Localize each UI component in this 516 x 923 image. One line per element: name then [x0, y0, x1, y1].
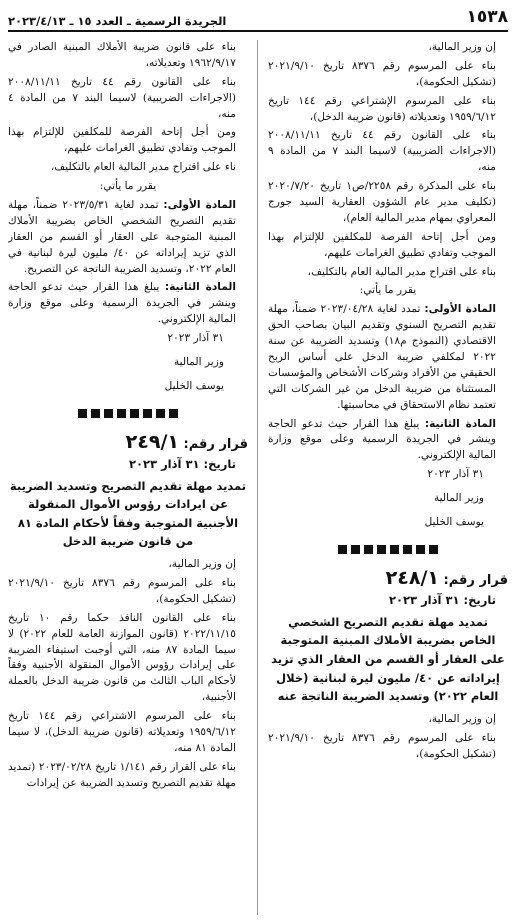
preamble-paragraph: بناء على القرار رقم ١/١٤١ تاريخ ٢٠٢٣/٠٢/٢٨ (تمديد مهلة تقديم التصريح وتسديد الضريبة عن إيرادات — [8, 760, 236, 789]
decision-number: ٢٤٩ — [125, 430, 161, 453]
preamble-paragraph: بناء على القانون النافذ حكما رقم ١٠ تاريخ ٢٠٢٢/١١/١٥ (قانون الموازنة العامة للعام ٢٠٢٢) لا سيما المادة ٨٧ منه، التي أوجبت استيفاء الضريبة على إيرادات رؤوس الأموال المنقولة الأجنبية وفقاً لأحكام الباب الثالث من قانون ضريبة الدخل بالعملة الأجنبية، — [8, 611, 236, 704]
preamble-paragraph: ناء على اقتراح مدير المالية العام بالتكليف، — [50, 161, 236, 174]
preamble-paragraph: إن وزير المالية، — [168, 558, 236, 571]
decision-label: قرار رقم: — [183, 436, 248, 452]
article-one-label: المادة الأولى: — [424, 303, 496, 316]
signature-title: وزير المالية — [173, 356, 224, 369]
article-one-text: تمدد لغاية ٢٠٢٣/٠٤/٢٨ ضمناً، مهلة تقديم التصريح السنوي وتقديم البيان بصاحب الحق الاقتصادي (النموذج م١٨) وتسديد الضريبة عن سنة ٢٠٢٢ لمكلفي ضريبة الدخل على أساس الربح الحقيقي من الأفراد وشركات الأشخاص والمؤسسات المستثناة من ضريبة الدخل من غير الشركات التي تعتمد نظام الاستحقاق في محاسبتها. — [268, 303, 496, 411]
preamble-paragraph: إن وزير المالية، — [428, 41, 496, 53]
decision-label: قرار رقم: — [443, 572, 508, 588]
article-two — [8, 280, 248, 328]
decision-number-suffix: /١ — [420, 566, 439, 589]
preamble-paragraph: بناء على المرسوم الاشتراعي رقم ١٤٤ تاريخ ١٩٥٩/٦/١٢ وتعديلاته (قانون ضريبة الدخل)، لا سيما المادة ٨١ منه، — [8, 710, 236, 754]
article-two-text: يبلغ هذا القرار حيث تدعو الحاجة وينشر في الجريدة الرسمية وعلى موقع وزارة المالية الإلكتروني. — [8, 281, 236, 326]
page-header — [8, 4, 508, 32]
decision-date: تاريخ: ٣١ آذار ٢٠٢٣ — [128, 457, 236, 472]
article-two-text: يبلغ هذا القرار حيث تدعو الحاجة وينشر في الجريدة الرسمية وعلى موقع وزارة المالية الإلكتروني. — [268, 417, 496, 462]
preamble-paragraph: بناء على المرسوم رقم ٨٣٧٦ تاريخ ٢٠٢١/٩/١٠ (تشكيل الحكومة)، — [268, 731, 496, 760]
decides-heading: يقرر ما يأتي: — [359, 284, 417, 297]
decision-number: ٢٤٨ — [385, 566, 421, 589]
decision-number-suffix: /١ — [160, 430, 179, 453]
article-one-label: المادة الأولى: — [163, 199, 236, 212]
signature-date: ٣١ آذار ٢٠٢٣ — [427, 468, 484, 481]
preamble-paragraph: بناء على المرسوم الإشتراعي رقم ١٤٤ تاريخ ١٩٥٩/٦/١٢ وتعديلاته (قانون ضريبة الدخل)، — [268, 94, 496, 123]
preamble-paragraph: بناء على القانون رقم ٤٤ تاريخ ٢٠٠٨/١١/١١ (الاجراءات الضريبية) لاسيما البند ٧ من المادة ٩ منه، — [268, 129, 496, 174]
article-two-label: المادة الثانية: — [424, 417, 496, 430]
section-separator — [338, 545, 438, 554]
signature-name: يوسف الخليل — [164, 379, 224, 392]
article-one-text: تمدد لغاية ٢٠٢٣/٥/٣١ ضمناً، مهلة تقديم التصريح الشخصي الخاص بضريبة الأملاك المبنية المتوجبة على العقار أو القسم من العقار الذي تزيد إيراداته عن ٤٠/ مليون ليرة لبنانية في العام ٢٠٢٢، وتسديد الضريبة الناتجة عن التصريح. — [8, 199, 237, 275]
decision-date: تاريخ: ٣١ آذار ٢٠٢٣ — [388, 593, 496, 608]
preamble-paragraph: ومن أجل إتاحة الفرصة للمكلفين للإلتزام بهذا الموجب وتفادي تطبيق الغرامات عليهم، — [8, 126, 236, 155]
decides-heading: يقرر ما يأتي: — [99, 180, 157, 193]
decision-title: تمديد مهلة تقديم التصريح وتسديد الضريبة عن ايرادات رؤوس الأموال المنقولة الأجنبية المتوجبة وفقاً لأحكام المادة ٨١ من قانون ضريبة الدخل — [9, 478, 247, 549]
left-column — [8, 40, 248, 915]
article-two — [268, 417, 508, 465]
right-column — [268, 40, 508, 915]
preamble-paragraph: بناء على المرسوم رقم ٨٣٧٦ تاريخ ٢٠٢١/٩/١٠ (تشكيل الحكومة)، — [8, 576, 236, 605]
gazette-issue-line: الجريدة الرسمية ـ العدد ١٥ ـ ٢٠٢٣/٤/١٣ — [8, 13, 227, 28]
article-one — [268, 302, 508, 413]
signature-date: ٣١ آذار ٢٠٢٣ — [167, 332, 224, 345]
decision-number-line — [8, 428, 248, 457]
decision-title: تمديد مهلة تقديم التصريح الشخصي الخاص بضريبة الأملاك المبنية المتوجبة على العقار أو القسم من العقار الذي تزيد إيراداته عن ٤٠/ مليون ليرة لبنانية (خلال العام ٢٠٢٢) وتسديد الضريبة الناتجة عنه — [271, 614, 505, 704]
signature-title: وزير المالية — [433, 492, 484, 505]
section-separator — [78, 409, 178, 418]
preamble-paragraph: إن وزير المالية، — [428, 712, 496, 725]
preamble-paragraph: بناء على المرسوم رقم ٨٣٧٦ تاريخ ٢٠٢١/٩/١٠ (تشكيل الحكومة)، — [268, 59, 496, 88]
preamble-paragraph: بناء على اقتراح مدير المالية العام بالتكليف، — [307, 265, 496, 278]
preamble-paragraph: بناء على القانون رقم ٤٤ تاريخ ٢٠٠٨/١١/١١ (الاجراءات الضريبية) لاسيما البند ٧ من المادة ٤ منه، — [8, 75, 236, 120]
decision-number-line — [268, 564, 508, 593]
page-number: ١٥٣٨ — [466, 6, 508, 27]
preamble-paragraph: ومن أجل إتاحة الفرصة للمكلفين للإلتزام بهذا الموجب وتفادي تطبيق الغرامات عليهم، — [268, 230, 496, 259]
preamble-paragraph: بناء على المذكرة رقم ٢٢٥٨/ص١ تاريخ ٢٠٢٠/٧/٢٠ (تكليف مدير عام الشؤون العقارية السيد جورج المعراوي بمهام مدير المالية العام)، — [268, 180, 496, 224]
article-one — [8, 198, 248, 277]
preamble-paragraph: بناء على قانون ضريبة الأملاك المبنية الصادر في ١٩٦٢/٩/١٧ وتعديلاته، — [8, 41, 236, 69]
article-two-label: المادة الثانية: — [164, 281, 236, 294]
column-divider — [257, 40, 258, 915]
signature-name: يوسف الخليل — [424, 516, 484, 529]
